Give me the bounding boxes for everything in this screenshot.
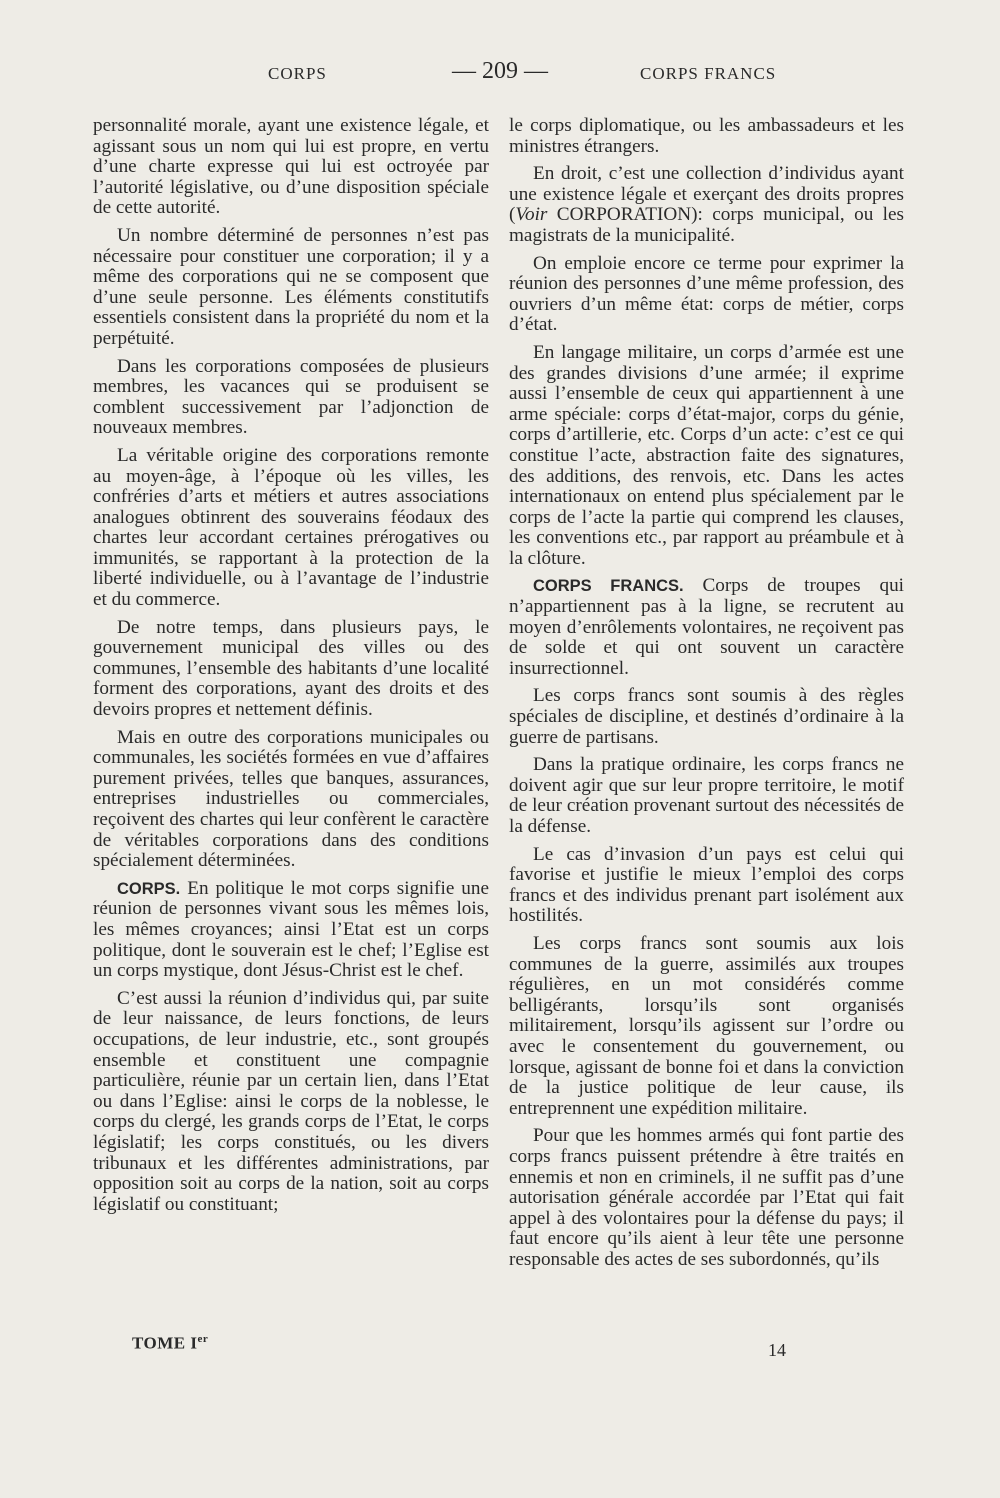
text-span: En droit, c’est une collection d’individus ayant une existence légale et exerçant des droits propres ( — [509, 163, 904, 226]
paragraph: De notre temps, dans plusieurs pays, le gouvernement municipal des villes ou des communes, l’ensemble des habitants d’une localité forment des corporations, ayant des droits et des devoirs propres et nettement définis. — [93, 616, 489, 721]
paragraph: le corps diplomatique, ou les ambassadeurs et les ministres étrangers. — [509, 115, 904, 157]
paragraph: Pour que les hommes armés qui font partie des corps francs puissent prétendre à être traités en ennemis et non en criminels, il ne suffit pas d’une autorisation générale accordée par l’Etat qui fait appel à des volontaires pour la défense du pays; il faut encore qu’ils aient à leur tête une personne responsable des actes de ses subordonnés, qu’ils — [509, 1125, 904, 1270]
header-left-term: CORPS — [268, 64, 327, 83]
volume-superscript: er — [197, 1333, 209, 1345]
entry-text: En politique le mot corps signifie une réunion de personnes vivant sous les mêmes lois, les mêmes croyances; ainsi l’Etat est un corps politique, dont le souverain est le chef; l’Eglise est un corps mystique, dont Jésus-Christ est le chef. — [93, 877, 489, 982]
paragraph: Mais en outre des corporations municipales ou communales, les sociétés formées en vue d’affaires purement privées, telles que banques, assurances, entreprises industrielles ou commerciales, reçoivent des chartes qui leur confèrent le caractère de véritables corporations dans des conditions spécialement déterminées. — [93, 726, 489, 872]
paragraph: personnalité morale, ayant une existence légale, et agissant sous un nom qui lui est propre, en vertu d’une charte expresse qui lui est octroyée par l’autorité législative, ou d’une disposition spéciale de cette autorité. — [93, 115, 489, 219]
page-number: — 209 — — [452, 58, 548, 84]
entry-text: Corps de troupes qui n’appartiennent pas à la ligne, se recrutent au moyen d’enrôlements volontaires, ne reçoivent pas de solde et qui ont souvent un caractère insurrectionnel. — [509, 575, 904, 679]
paragraph: Les corps francs sont soumis à des règles spéciales de discipline, et destinés d’ordinaire à la guerre de partisans. — [509, 685, 904, 748]
volume-label — [132, 1333, 208, 1354]
paragraph: On emploie encore ce terme pour exprimer la réunion des personnes d’une même profession, des ouvriers d’un même état: corps de métier, corps d’état. — [509, 252, 904, 336]
paragraph: En langage militaire, un corps d’armée est une des grandes divisions d’une armée; il exprime aussi l’ensemble de ceux qui appartiennent à une arme spéciale: corps d’état-major, corps du génie, corps d’artillerie, etc. Corps d’un acte: c’est ce qui constitue l’acte, abstraction faite des signatures, des additions, des renvois, etc. Dans les actes internationaux on entend plus spécialement par le corps de l’acte la partie qui comprend les clauses, les conventions etc., par rapport au préambule et à la clôture. — [509, 341, 904, 569]
text-span: CORPORATION): corps municipal, ou les magistrats de la municipalité. — [509, 204, 904, 246]
paragraph: Dans les corporations composées de plusieurs membres, les vacances qui se produisent se comblent successivement par l’adjonction de nouveaux membres. — [93, 355, 489, 439]
right-column — [509, 116, 904, 1277]
entry-heading-corps-francs: CORPS FRANCS. — [533, 577, 684, 596]
paragraph — [509, 164, 904, 246]
entry-paragraph-corps-francs — [509, 576, 904, 679]
volume-text: TOME I — [132, 1333, 198, 1353]
paragraph: Un nombre déterminé de personnes n’est pas nécessaire pour constituer une corporation; il y a même des corporations qui ne se composent que d’une seule personne. Les éléments constitutifs essentiels consistent dans la propriété du nom et la perpétuité. — [93, 224, 489, 349]
paragraph: Dans la pratique ordinaire, les corps francs ne doivent agir que sur leur propre territoire, le motif de leur création provenant surtout des nécessités de la défense. — [509, 754, 904, 837]
left-column — [93, 116, 489, 1222]
paragraph: C’est aussi la réunion d’individus qui, par suite de leur naissance, de leurs fonctions, de leurs occupations, de leur industrie, etc., sont groupés ensemble et constituent une compagnie particulière, réunie par un certain lien, dans l’Etat ou dans l’Eglise: ainsi le corps de la noblesse, le corps du clergé, les grands corps de l’Etat, le corps législatif; les corps constitués, ou les divers tribunaux et les différentes administrations, par opposition soit au corps de la nation, soit au corps législatif ou constituant; — [93, 987, 489, 1215]
entry-heading-corps: CORPS. — [117, 879, 181, 898]
running-header — [0, 58, 1000, 88]
cross-reference-voir: Voir — [515, 204, 548, 226]
paragraph: Les corps francs sont soumis aux lois communes de la guerre, assimilés aux troupes régulières, en un mot considérés comme belligérants, lorsqu’ils sont organisés militairement, lorsqu’ils agissent sur l’ordre ou avec le consentement du gouvernement, ou lorsque, agissant de bonne foi et dans la conviction de la justice politique de leur cause, ils entreprennent une expédition militaire. — [509, 932, 904, 1119]
header-right-term: CORPS FRANCS — [640, 64, 777, 83]
signature-mark: 14 — [768, 1340, 786, 1360]
entry-paragraph-corps — [93, 879, 489, 982]
paragraph: La véritable origine des corporations remonte au moyen-âge, à l’époque où les villes, les confréries d’arts et métiers et autres associations analogues obtinrent des souverains féodaux des chartes leur accordant certaines prérogatives ou immunités, se rapportant à la protection de la liberté individuelle, ou à l’avantage de l’industrie et du commerce. — [93, 444, 489, 611]
paragraph: Le cas d’invasion d’un pays est celui qui favorise et justifie le mieux l’emploi des corps francs et des individus prenant part isolément aux hostilités. — [509, 843, 904, 927]
